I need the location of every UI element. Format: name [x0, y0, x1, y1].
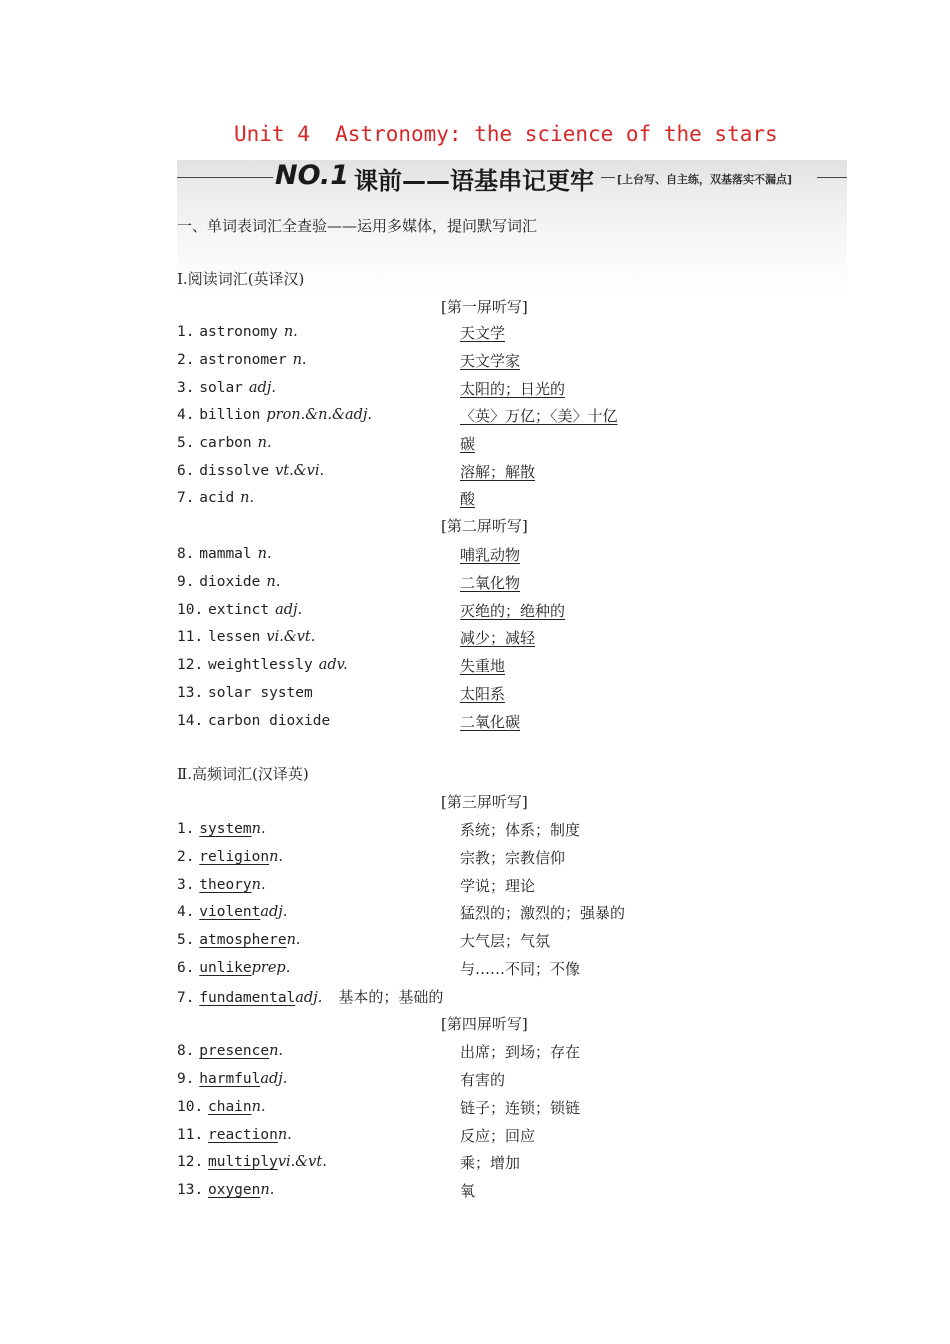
vocab-row: 1. astronomy n. 天文学	[177, 324, 506, 342]
vocab-row: 8. mammal n. 哺乳动物	[177, 546, 521, 564]
answer-blank: chain	[207, 1099, 252, 1115]
vocab-row: 14. carbon dioxide 二氧化碳	[177, 713, 521, 731]
vocab-row: 2. religionn. 宗教；宗教信仰	[177, 849, 566, 867]
vocab-row: 9. dioxide n. 二氧化物	[177, 574, 521, 592]
part2-heading: Ⅱ.高频词汇(汉译英)	[177, 765, 309, 783]
answer-blank: unlike	[199, 960, 252, 976]
answer-blank: religion	[199, 849, 270, 865]
screen-label-1: [第一屏听写]	[441, 298, 528, 316]
vocab-row: 3. theoryn. 学说；理论	[177, 877, 536, 895]
vocab-row: 10. chainn. 链子；连锁；锁链	[177, 1099, 581, 1117]
answer-blank: 天文学	[460, 324, 506, 342]
banner-number: NO.1	[275, 160, 349, 191]
answer-blank: reaction	[207, 1127, 278, 1143]
banner-subtitle: 课前——语基串记更牢	[354, 167, 594, 195]
answer-blank: theory	[199, 877, 252, 893]
answer-blank: 失重地	[460, 657, 506, 675]
answer-blank: violent	[199, 904, 261, 920]
answer-blank: multiply	[207, 1154, 278, 1170]
answer-blank: 溶解；解散	[460, 463, 536, 481]
vocab-row: 8. presencen. 出席；到场；存在	[177, 1043, 581, 1061]
vocab-row: 9. harmfuladj. 有害的	[177, 1071, 506, 1089]
answer-blank: atmosphere	[199, 932, 287, 948]
banner-rule-middle	[601, 177, 615, 178]
vocab-row: 6. dissolve vt.&vi. 溶解；解散	[177, 463, 536, 481]
answer-blank: 哺乳动物	[460, 546, 521, 564]
answer-blank: system	[199, 821, 252, 837]
vocab-row: 4. violentadj. 猛烈的；激烈的；强暴的	[177, 904, 626, 922]
answer-blank: 碳	[460, 435, 476, 453]
answer-blank: 太阳的；日光的	[460, 380, 566, 398]
vocab-row: 13. oxygenn. 氧	[177, 1182, 476, 1200]
banner-tag: [上台写、自主练，双基落实不漏点]	[617, 173, 793, 186]
answer-blank: 酸	[460, 490, 476, 508]
unit-title: Unit 4 Astronomy: the science of the stars	[234, 122, 778, 146]
vocab-row: 3. solar adj. 太阳的；日光的	[177, 380, 566, 398]
vocab-row: 5. carbon n. 碳	[177, 435, 476, 453]
answer-blank: harmful	[199, 1071, 261, 1087]
vocab-row: 10. extinct adj. 灭绝的；绝种的	[177, 602, 566, 620]
vocab-row: 7. acid n. 酸	[177, 490, 476, 508]
screen-label-4: [第四屏听写]	[441, 1015, 528, 1033]
screen-label-3: [第三屏听写]	[441, 793, 528, 811]
answer-blank: 二氧化碳	[460, 713, 521, 731]
screen-label-2: [第二屏听写]	[441, 517, 528, 535]
answer-blank: 〈英〉万亿；〈美〉十亿	[460, 407, 618, 425]
answer-blank: 灭绝的；绝种的	[460, 602, 566, 620]
vocab-row: 11. lessen vi.&vt. 减少；减轻	[177, 629, 536, 647]
vocab-row: 12. multiplyvi.&vt. 乘；增加	[177, 1154, 521, 1172]
vocab-row: 11. reactionn. 反应；回应	[177, 1127, 536, 1145]
answer-blank: fundamental	[199, 990, 296, 1006]
answer-blank: 天文学家	[460, 352, 521, 370]
answer-blank: presence	[199, 1043, 270, 1059]
answer-blank: oxygen	[207, 1182, 261, 1198]
vocab-row: 13. solar system 太阳系	[177, 685, 506, 703]
part1-heading: Ⅰ.阅读词汇(英译汉)	[177, 270, 305, 288]
vocab-row: 6. unlikeprep. 与……不同；不像	[177, 960, 581, 978]
banner-rule-right	[817, 177, 847, 178]
banner-rule-left	[177, 177, 273, 178]
vocab-row: 5. atmospheren. 大气层；气氛	[177, 932, 551, 950]
vocab-row: 12. weightlessly adv. 失重地	[177, 657, 506, 675]
answer-blank: 太阳系	[460, 685, 506, 703]
vocab-row: 4. billion pron.&n.&adj. 〈英〉万亿；〈美〉十亿	[177, 407, 618, 425]
vocab-row: 2. astronomer n. 天文学家	[177, 352, 521, 370]
answer-blank: 减少；减轻	[460, 629, 536, 647]
section-heading: 一、单词表词汇全查验——运用多媒体，提问默写词汇	[177, 217, 538, 235]
answer-blank: 二氧化物	[460, 574, 521, 592]
vocab-row: 7. fundamentaladj. 基本的；基础的	[177, 988, 444, 1006]
vocab-row: 1. systemn. 系统；体系；制度	[177, 821, 581, 839]
